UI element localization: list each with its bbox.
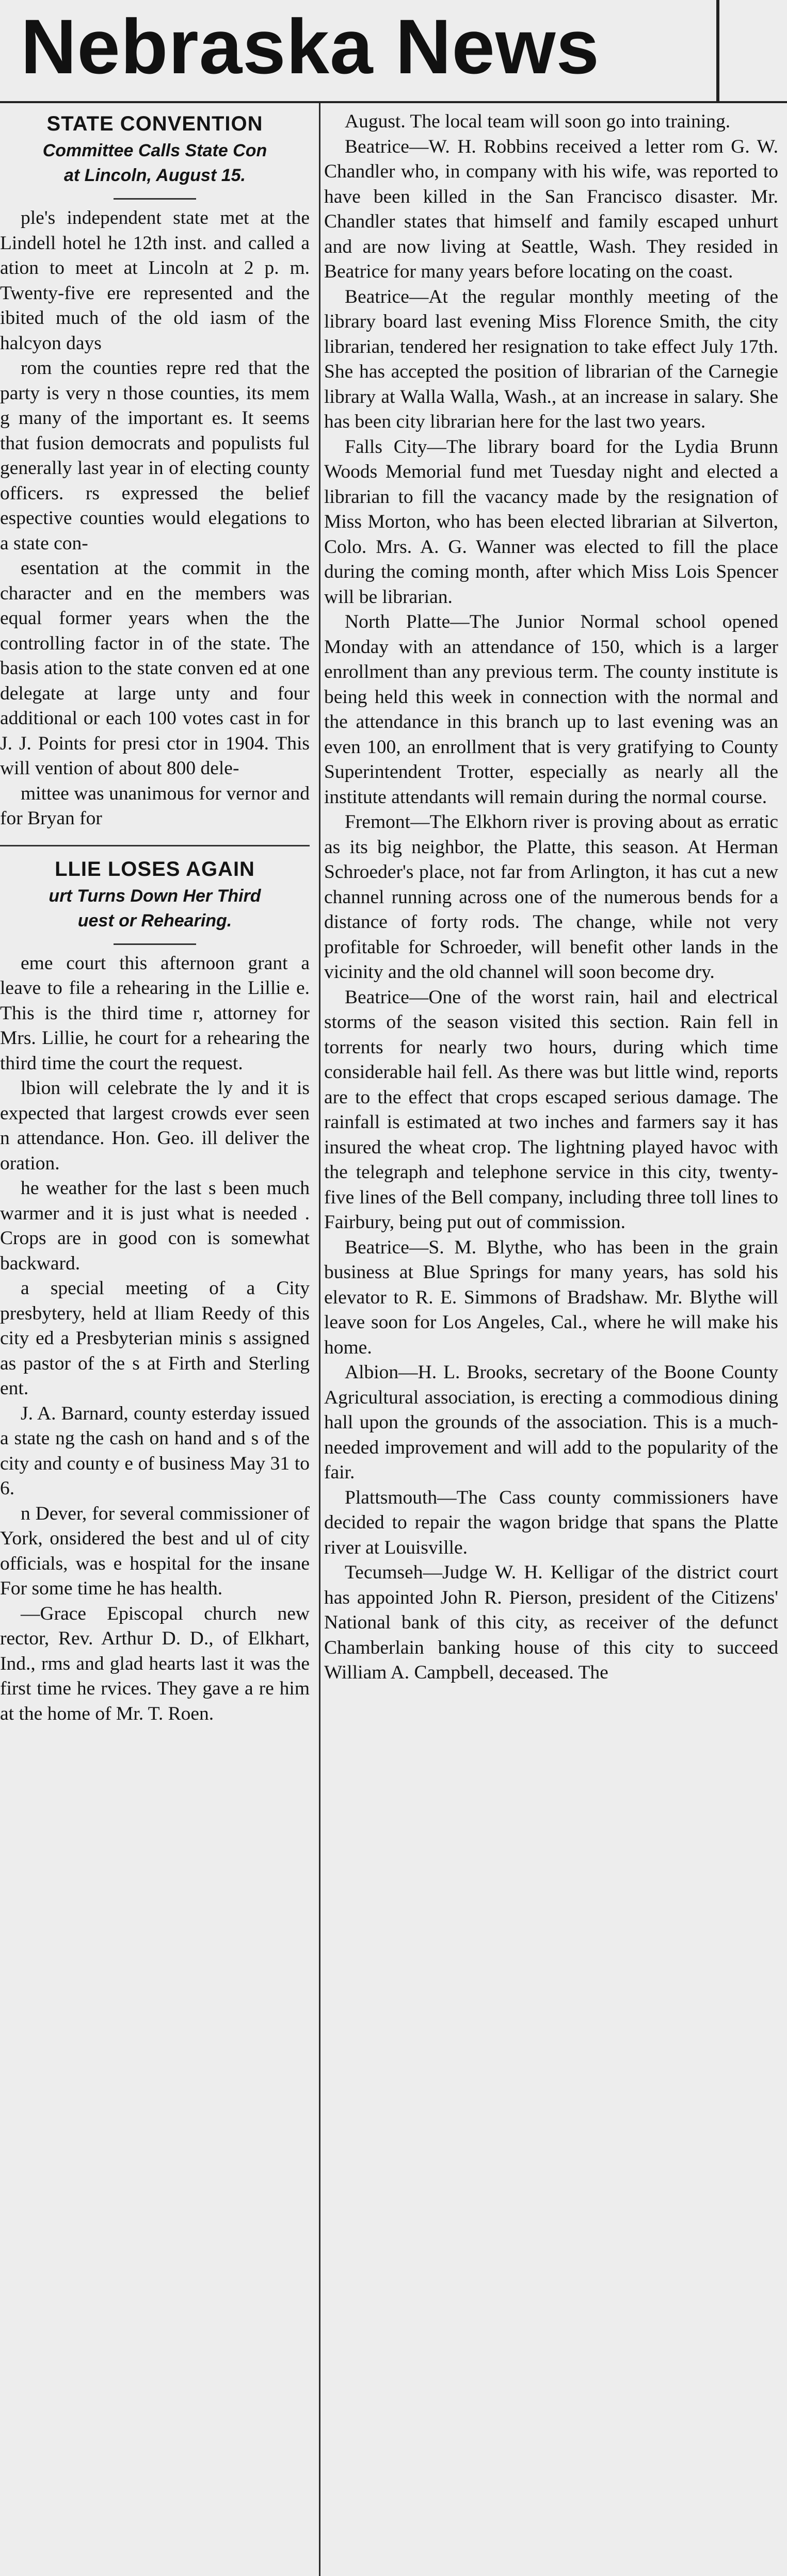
- masthead-border: [716, 0, 719, 101]
- news-item: August. The local team will soon go into training.: [345, 111, 731, 132]
- column-rule: [319, 103, 320, 2576]
- article-paragraph: he weather for the last s been much warmer and it is just what is needed . Crops are in good con is somewhat backward.: [0, 1178, 310, 1274]
- article-paragraph: lbion will celebrate the ly and it is expected that largest crowds ever seen n attendance. Hon. Geo. ill deliver the oration.: [0, 1078, 310, 1174]
- article-paragraph: eme court this afternoon grant a leave to file a rehearing in the Lillie e. This is the third time r, attorney for Mrs. Lillie, he court for a rehearing the third time the court the request.: [0, 952, 310, 1074]
- article-paragraph: esentation at the commit in the character and en the members was equal former years when the the controlling factor in of the state. The basis ation to the state conven ed at one delegate at large unty and four additional or each 100 votes cast in for J. J. Points for presi ctor in 1904. This will vention of about 800 dele-: [0, 558, 310, 779]
- news-item: Beatrice—One of the worst rain, hail and electrical storms of the season visited this section. Rain fell in torrents for nearly two hours, during which time considerable hail fell. As there was but little wind, reports are to the effect that crops escaped serious damage. The rainfall is estimated at two inches and farmers say it has insured the wheat crop. The lightning played havoc with the telegraph and telephone service in this city, twenty-five lines of the Bell company, including three toll lines to Fairbury, being put out of commission.: [324, 986, 778, 1233]
- article-paragraph: rom the counties repre red that the party is very n those counties, its mem g many of the important es. It seems that fusion democrats and populists ful generally last year in of electing county officers. rs expressed the belief espective counties would elegations to a state con-: [0, 357, 310, 554]
- headline-lillie-loses-again: LLIE LOSES AGAIN: [55, 857, 255, 881]
- article-paragraph: —Grace Episcopal church new rector, Rev. Arthur D. D., of Elkhart, Ind., rms and glad hearts last it was the first time he rvices. They gave a re him at the home of Mr. T. Roen.: [0, 1603, 310, 1724]
- article-paragraph: ple's independent state met at the Lindell hotel he 12th inst. and called a ation to meet at Lincoln at 2 p. m. Twenty-five ere represented and the ibited much of the old iasm of the halcyon days: [0, 207, 310, 354]
- right-column: [324, 109, 778, 2576]
- news-item: Falls City—The library board for the Lydia Brunn Woods Memorial fund met Tuesday night and elected a librarian to fill the vacancy made by the resignation of Miss Morton, who has been elected librarian at Silverton, Colo. Mrs. A. G. Wanner was elected to fill the place during the coming month, after which Miss Lois Spencer will be librarian.: [324, 436, 778, 608]
- news-item: Tecumseh—Judge W. H. Kelligar of the district court has appointed John R. Pierson, president of the Citizens' National bank of this city, as receiver of the defunct Chamberlain banking house of this city to succeed William A. Campbell, deceased. The: [324, 1562, 778, 1683]
- news-item: Beatrice—S. M. Blythe, who has been in the grain business at Blue Springs for many years, has sold his elevator to R. E. Simmons of Bradshaw. Mr. Blythe will leave soon for Los Angeles, Cal., where he will make his home.: [324, 1236, 778, 1358]
- divider: [114, 198, 196, 200]
- article-paragraph: mittee was unanimous for vernor and for Bryan for: [0, 782, 310, 829]
- article-paragraph: n Dever, for several commissioner of York, onsidered the best and ul of city officials, was e hospital for the insane For some time he has health.: [0, 1503, 310, 1599]
- article-paragraph: J. A. Barnard, county esterday issued a state ng the cash on hand and s of the city and county e of business May 31 to 6.: [0, 1403, 310, 1499]
- headline-state-convention: STATE CONVENTION: [46, 112, 263, 135]
- news-item: Albion—H. L. Brooks, secretary of the Boone County Agricultural association, is erecting a commodious dining hall upon the grounds of the association. This is a much-needed improvement and will add to the popularity of the fair.: [324, 1362, 778, 1483]
- deck-lillie-loses-again: urt Turns Down Her Third uest or Rehearing.: [49, 886, 261, 931]
- masthead: [0, 0, 787, 103]
- news-item: Fremont—The Elkhorn river is proving about as erratic as its big neighbor, the Platte, this season. At Herman Schroeder's place, not far from Arlington, it has cut a new channel running across one of the numerous bends for a distance of forty rods. The change, while not very profitable for Schroeder, will benefit other lands in the vicinity and the old channel will soon become dry.: [324, 811, 778, 983]
- news-item: Beatrice—W. H. Robbins received a letter rom G. W. Chandler who, in company with his wife, was reported to have been killed in the San Francisco disaster. Mr. Chandler states that himself and family escaped unhurt and are now living at Seattle, Wash. They resided in Beatrice for many years before locating on the coast.: [324, 136, 778, 282]
- section-divider: [0, 845, 310, 846]
- news-item: Plattsmouth—The Cass county commissioners have decided to repair the wagon bridge that spans the Platte river at Louisville.: [324, 1487, 778, 1558]
- news-item: Beatrice—At the regular monthly meeting of the library board last evening Miss Florence Smith, the city librarian, tendered her resignation to take effect July 17th. She has accepted the position of librarian of the Carnegie library at Walla Walla, Wash., at an increase in salary. She has been city librarian here for the last two years.: [324, 286, 778, 432]
- article-paragraph: a special meeting of a City presbytery, held at lliam Reedy of this city ed a Presbyterian minis s assigned as pastor of the s at Firth and Sterling ent.: [0, 1278, 310, 1399]
- left-column: [0, 109, 310, 2576]
- deck-state-convention: Committee Calls State Con at Lincoln, August 15.: [42, 141, 267, 185]
- news-item: North Platte—The Junior Normal school opened Monday with an attendance of 150, which is a larger enrollment than any previous term. The county institute is being held this week in connection with the normal and the attendance in this branch up to last evening was an even 100, an enrollment that is very gratifying to County Superintendent Trotter, especially as nearly all the institute attendants will remain during the normal course.: [324, 611, 778, 808]
- divider: [114, 943, 196, 945]
- masthead-title: Nebraska News: [21, 3, 600, 90]
